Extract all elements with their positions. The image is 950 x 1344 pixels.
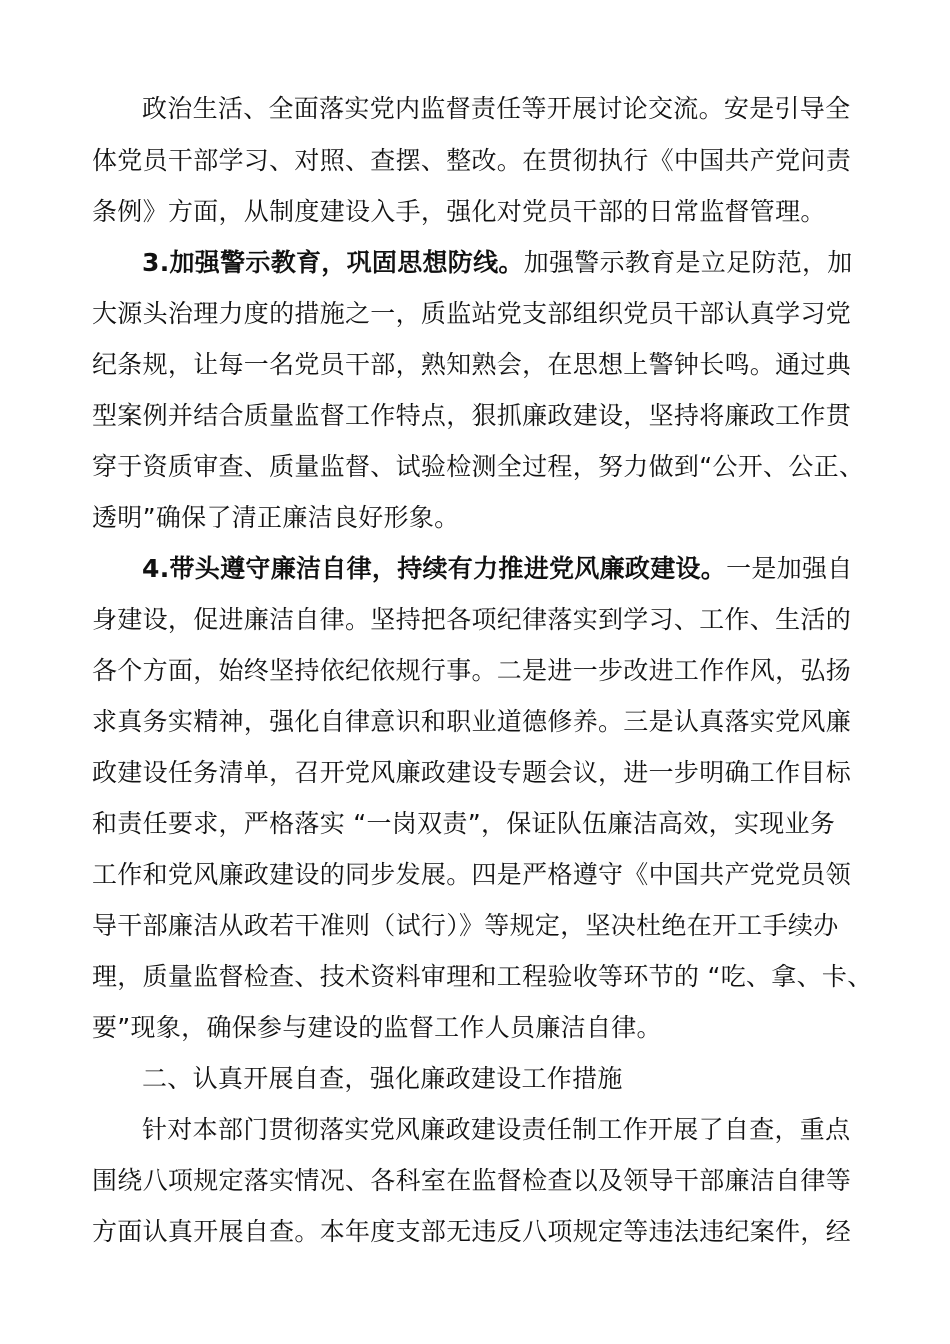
paragraph-line: 型案例并结合质量监督工作特点，狠抓廉政建设，坚持将廉政工作贯 bbox=[92, 401, 852, 430]
section-3-heading: 3.加强警示教育，巩固思想防线。 bbox=[142, 248, 524, 277]
paragraph-line: 政建设任务清单，召开党风廉政建设专题会议，进一步明确工作目标 bbox=[92, 758, 852, 787]
paragraph-line: 身建设，促进廉洁自律。坚持把各项纪律落实到学习、工作、生活的 bbox=[92, 605, 852, 634]
paragraph-line: 体党员干部学习、对照、查摆、整改。在贯彻执行《中国共产党问责 bbox=[92, 146, 852, 175]
section-3-text: 加强警示教育是立足防范，加 bbox=[523, 248, 853, 277]
section-2-heading: 二、认真开展自查，强化廉政建设工作措施 bbox=[142, 1064, 623, 1093]
paragraph-line: 方面认真开展自查。本年度支部无违反八项规定等违法违纪案件，经 bbox=[92, 1217, 852, 1246]
section-3-line bbox=[142, 246, 853, 280]
paragraph-line: 导干部廉洁从政若干准则（试行）》等规定，坚决杜绝在开工手续办 bbox=[92, 911, 839, 940]
section-4-text: 一是加强自 bbox=[726, 554, 853, 583]
paragraph-line: 要”现象，确保参与建设的监督工作人员廉洁自律。 bbox=[92, 1013, 662, 1042]
paragraph-line: 各个方面，始终坚持依纪依规行事。二是进一步改进工作作风，弘扬 bbox=[92, 656, 852, 685]
paragraph-line: 围绕八项规定落实情况、各科室在监督检查以及领导干部廉洁自律等 bbox=[92, 1166, 852, 1195]
paragraph-line: 条例》方面，从制度建设入手，强化对党员干部的日常监督管理。 bbox=[92, 197, 826, 226]
paragraph-line: 求真务实精神，强化自律意识和职业道德修养。三是认真落实党风廉 bbox=[92, 707, 852, 736]
paragraph-line: 穿于资质审查、质量监督、试验检测全过程，努力做到“公开、公正、 bbox=[92, 452, 865, 481]
paragraph-line: 针对本部门贯彻落实党风廉政建设责任制工作开展了自查，重点 bbox=[142, 1115, 851, 1144]
paragraph-line: 透明”确保了清正廉洁良好形象。 bbox=[92, 503, 460, 532]
paragraph-line: 工作和党风廉政建设的同步发展。四是严格遵守《中国共产党党员领 bbox=[92, 860, 852, 889]
paragraph-line: 纪条规，让每一名党员干部，熟知熟会，在思想上警钟长鸣。通过典 bbox=[92, 350, 852, 379]
section-4-heading: 4.带头遵守廉洁自律，持续有力推进党风廉政建设。 bbox=[142, 554, 727, 583]
section-4-line bbox=[142, 552, 853, 586]
paragraph-line: 大源头治理力度的措施之一，质监站党支部组织党员干部认真学习党 bbox=[92, 299, 852, 328]
paragraph-line: 理，质量监督检查、技术资料审理和工程验收等环节的 “吃、拿、卡、 bbox=[92, 962, 873, 991]
paragraph-line: 和责任要求，严格落实 “一岗双责”，保证队伍廉洁高效，实现业务 bbox=[92, 809, 836, 838]
paragraph-line: 政治生活、全面落实党内监督责任等开展讨论交流。安是引导全 bbox=[142, 94, 851, 123]
